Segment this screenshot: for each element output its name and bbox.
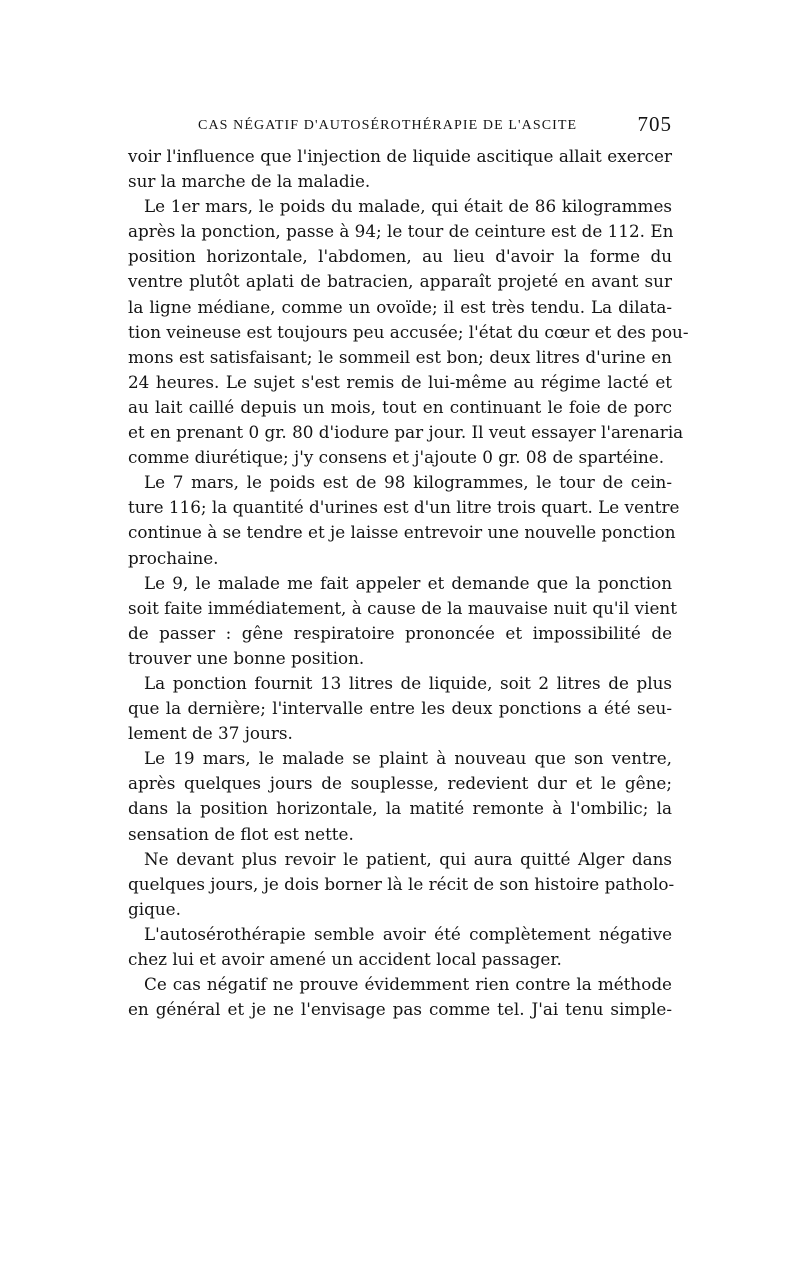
text-line: sur la marche de la maladie. xyxy=(128,171,371,192)
text-line: 24 heures. Le sujet s'est remis de lui-même au régime lacté et xyxy=(128,371,672,392)
text-line: Ce cas négatif ne prouve évidemment rien contre la méthode xyxy=(144,974,672,995)
text-line: et en prenant 0 gr. 80 d'iodure par jour. Il veut essayer l'arenaria xyxy=(128,422,684,443)
text-line: soit faite immédiatement, à cause de la mauvaise nuit qu'il vient xyxy=(128,597,677,618)
text-line: trouver une bonne position. xyxy=(128,647,365,668)
text-line: mons est satisfaisant; le sommeil est bon; deux litres d'urine en xyxy=(128,346,672,367)
text-line: voir l'influence que l'injection de liquide ascitique allait exercer xyxy=(128,146,672,166)
text-line: après la ponction, passe à 94; le tour de ceinture est de 112. En xyxy=(128,221,674,242)
text-line: en général et je ne l'envisage pas comme tel. J'ai tenu simple- xyxy=(128,999,672,1020)
running-head xyxy=(128,112,672,138)
text-line: au lait caillé depuis un mois, tout en continuant le foie de porc xyxy=(128,396,672,417)
text-line: quelques jours, je dois borner là le récit de son histoire patholo- xyxy=(128,873,675,894)
text-line: tion veineuse est toujours peu accusée; l'état du cœur et des pou- xyxy=(128,321,689,342)
book-page xyxy=(128,112,689,1022)
text-line: chez lui et avoir amené un accident local passager. xyxy=(128,949,562,969)
text-line: que la dernière; l'intervalle entre les deux ponctions a été seu- xyxy=(128,698,672,719)
text-line: Le 9, le malade me fait appeler et demande que la ponction xyxy=(144,572,672,593)
text-line: après quelques jours de souplesse, redevient dur et le gêne; xyxy=(128,773,672,794)
text-line: la ligne médiane, comme un ovoïde; il est très tendu. La dilata- xyxy=(128,296,672,317)
text-line: position horizontale, l'abdomen, au lieu d'avoir la forme du xyxy=(128,246,672,267)
text-line: gique. xyxy=(128,898,181,919)
body-text xyxy=(128,144,689,1022)
text-line: Le 19 mars, le malade se plaint à nouveau que son ventre, xyxy=(144,748,672,769)
text-line: continue à se tendre et je laisse entrevoir une nouvelle ponction xyxy=(128,522,676,543)
text-line: dans la position horizontale, la matité remonte à l'ombilic; la xyxy=(128,798,672,819)
text-line: Le 1er mars, le poids du malade, qui était de 86 kilogrammes xyxy=(144,196,672,217)
text-line: ture 116; la quantité d'urines est d'un litre trois quart. Le ventre xyxy=(128,497,680,518)
text-line: La ponction fournit 13 litres de liquide, soit 2 litres de plus xyxy=(144,672,672,693)
text-line: Le 7 mars, le poids est de 98 kilogrammes, le tour de cein- xyxy=(144,472,672,493)
text-line: prochaine. xyxy=(128,547,219,568)
running-title: CAS NÉGATIF D'AUTOSÉROTHÉRAPIE DE L'ASCITE xyxy=(198,118,578,133)
text-line: sensation de flot est nette. xyxy=(128,823,354,844)
text-line: comme diurétique; j'y consens et j'ajoute 0 gr. 08 de spartéine. xyxy=(128,447,665,468)
page-number: 705 xyxy=(637,112,672,136)
text-line: L'autosérothérapie semble avoir été complètement négative xyxy=(144,923,672,944)
text-line: ventre plutôt aplati de batracien, apparaît projeté en avant sur xyxy=(128,271,672,292)
text-line: de passer : gêne respiratoire prononcée et impossibilité de xyxy=(128,622,672,643)
text-line: Ne devant plus revoir le patient, qui aura quitté Alger dans xyxy=(144,848,672,869)
text-line: lement de 37 jours. xyxy=(128,723,293,744)
